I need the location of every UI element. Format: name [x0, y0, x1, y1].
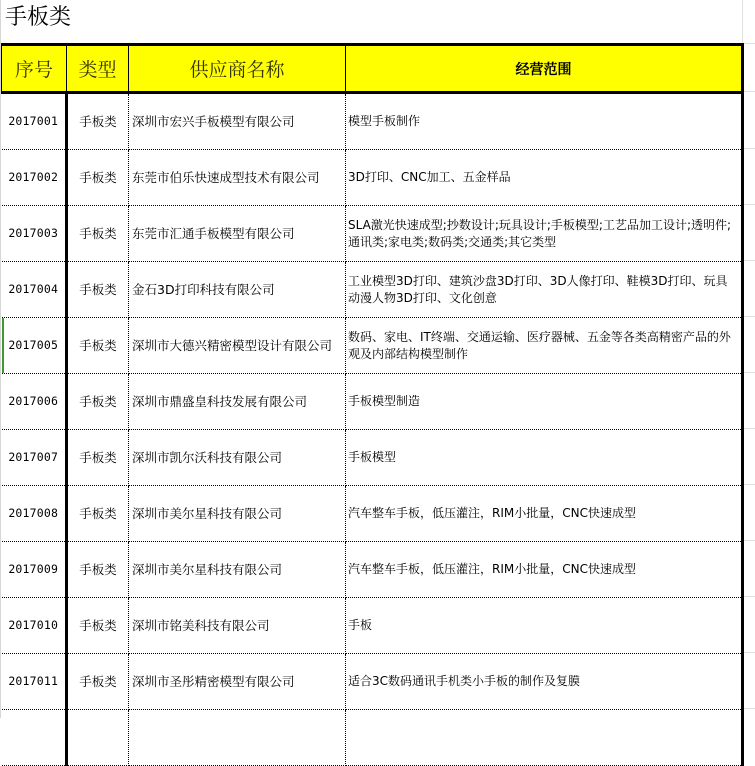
cell-type[interactable]: 手板类 — [67, 262, 129, 318]
header-cell-type[interactable]: 类型 — [67, 45, 129, 93]
header-cell-id[interactable]: 序号 — [2, 45, 67, 93]
table-row — [2, 430, 743, 486]
cell-id[interactable]: 2017008 — [2, 486, 67, 542]
cell-business-scope[interactable]: 汽车整车手板，低压灌注，RIM小批量，CNC快速成型 — [346, 486, 743, 542]
cell-business-scope[interactable]: 数码、家电、IT终端、交通运输、医疗器械、五金等各类高精密产品的外观及内部结构模型制作 — [346, 318, 743, 374]
cell-type[interactable]: 手板类 — [67, 206, 129, 262]
cell-business-scope[interactable]: 工业模型3D打印、建筑沙盘3D打印、3D人像打印、鞋模3D打印、玩具动漫人物3D打印、文化创意 — [346, 262, 743, 318]
cell-type[interactable]: 手板类 — [67, 654, 129, 710]
table-row — [2, 598, 743, 654]
cell-supplier-name[interactable]: 深圳市大德兴精密模型设计有限公司 — [129, 318, 346, 374]
supplier-table — [1, 43, 744, 766]
cell-business-scope[interactable]: 适合3C数码通讯手机类小手板的制作及复膜 — [346, 654, 743, 710]
cell-id[interactable]: 2017007 — [2, 430, 67, 486]
table-row — [2, 206, 743, 262]
cell-business-scope[interactable]: 手板模型制造 — [346, 374, 743, 430]
cell-id[interactable]: 2017010 — [2, 598, 67, 654]
cell-supplier-name[interactable]: 深圳市凯尔沃科技有限公司 — [129, 430, 346, 486]
table-row — [2, 262, 743, 318]
table-row — [2, 486, 743, 542]
cell-id[interactable]: 2017004 — [2, 262, 67, 318]
cell-id[interactable]: 2017011 — [2, 654, 67, 710]
cell-id[interactable]: 2017001 — [2, 93, 67, 150]
cell-supplier-name[interactable]: 深圳市鼎盛皇科技发展有限公司 — [129, 374, 346, 430]
cell-type[interactable]: 手板类 — [67, 318, 129, 374]
cell-business-scope[interactable]: 手板模型 — [346, 430, 743, 486]
table-row — [2, 542, 743, 598]
cell-supplier-name[interactable]: 深圳市美尔星科技有限公司 — [129, 486, 346, 542]
cell-id[interactable]: 2017005 — [2, 318, 67, 374]
sheet-title[interactable]: 手板类 — [5, 5, 72, 30]
cell-type[interactable]: 手板类 — [67, 542, 129, 598]
table-row-selected — [2, 318, 743, 374]
cell-type[interactable]: 手板类 — [67, 486, 129, 542]
cell-business-scope[interactable]: 手板 — [346, 598, 743, 654]
cell-business-scope[interactable]: SLA激光快速成型;抄数设计;玩具设计;手板模型;工艺品加工设计;透明件;通讯类;家电类;数码类;交通类;其它类型 — [346, 206, 743, 262]
cell-type[interactable]: 手板类 — [67, 430, 129, 486]
cell-business-scope[interactable]: 汽车整车手板，低压灌注，RIM小批量，CNC快速成型 — [346, 542, 743, 598]
cell-supplier-name[interactable]: 东莞市汇通手板模型有限公司 — [129, 206, 346, 262]
cell-id[interactable]: 2017006 — [2, 374, 67, 430]
cell-type[interactable]: 手板类 — [67, 374, 129, 430]
cell-supplier-name[interactable]: 东莞市伯乐快速成型技术有限公司 — [129, 150, 346, 206]
cell-id[interactable]: 2017009 — [2, 542, 67, 598]
cell-supplier-name[interactable]: 深圳市圣彤精密模型有限公司 — [129, 654, 346, 710]
cell-business-scope[interactable]: 3D打印、CNC加工、五金样品 — [346, 150, 743, 206]
cell-type[interactable]: 手板类 — [67, 598, 129, 654]
table-row — [2, 654, 743, 710]
cell-type[interactable]: 手板类 — [67, 93, 129, 150]
header-cell-supplier-name[interactable]: 供应商名称 — [129, 45, 346, 93]
table-row — [2, 93, 743, 150]
cell-supplier-name[interactable]: 深圳市宏兴手板模型有限公司 — [129, 93, 346, 150]
header-row — [2, 45, 743, 93]
cell-id[interactable]: 2017002 — [2, 150, 67, 206]
cell-type[interactable]: 手板类 — [67, 150, 129, 206]
header-cell-business-scope[interactable]: 经营范围 — [346, 45, 743, 93]
cell-id[interactable]: 2017003 — [2, 206, 67, 262]
cell-supplier-name[interactable]: 深圳市铭美科技有限公司 — [129, 598, 346, 654]
cell-business-scope[interactable]: 模型手板制作 — [346, 93, 743, 150]
table-row — [2, 374, 743, 430]
cell-supplier-name[interactable]: 金石3D打印科技有限公司 — [129, 262, 346, 318]
cell-supplier-name[interactable]: 深圳市美尔星科技有限公司 — [129, 542, 346, 598]
table-row — [2, 150, 743, 206]
